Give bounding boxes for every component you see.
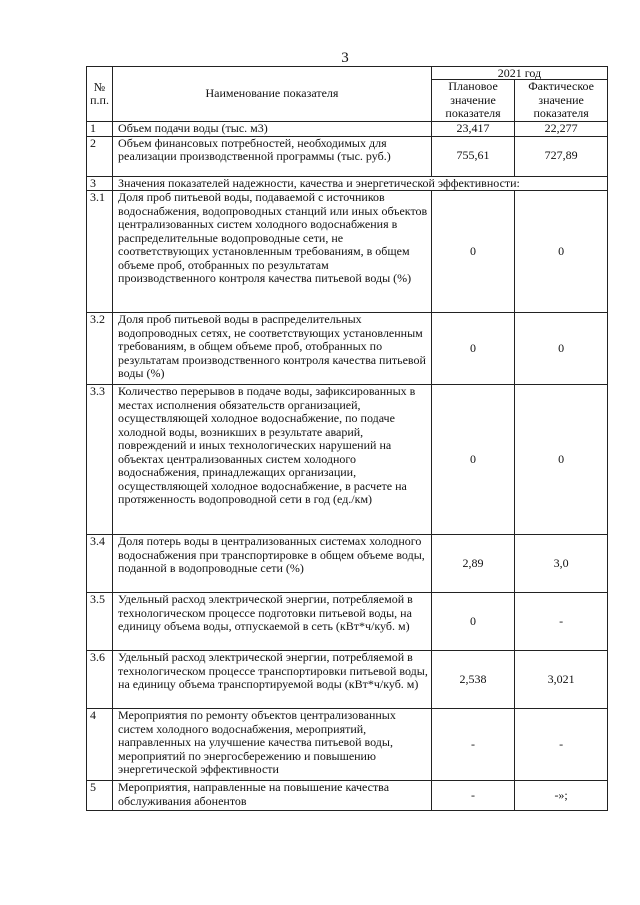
row-fact: 0: [515, 191, 608, 313]
table-row: [87, 122, 608, 137]
row-name: Объем подачи воды (тыс. м3): [113, 122, 432, 137]
header-year: 2021 год: [431, 67, 607, 80]
table-row: [87, 709, 608, 781]
table-row: [87, 535, 608, 593]
row-name: Мероприятия, направленные на повышение качества обслуживания абонентов: [113, 781, 432, 811]
row-plan: 23,417: [431, 122, 514, 137]
row-num: 3.1: [87, 191, 113, 313]
table-row: [87, 593, 608, 651]
row-plan: 0: [431, 191, 514, 313]
row-name: Значения показателей надежности, качества и энергетической эффективности:: [113, 176, 608, 191]
row-plan: 2,89: [431, 535, 514, 593]
table-row: [87, 313, 608, 385]
table-row: [87, 781, 608, 811]
row-name: Доля потерь воды в централизованных системах холодного водоснабжения при транспортировке в общем объеме воды, поданной в водопроводные сети (%): [113, 535, 432, 593]
row-num: 3.3: [87, 385, 113, 535]
row-fact: 0: [515, 313, 608, 385]
row-num: 4: [87, 709, 113, 781]
row-plan: -: [431, 709, 514, 781]
table-row: [87, 385, 608, 535]
header-fact: Фактическое значение показателя: [515, 80, 608, 122]
row-fact: -: [515, 593, 608, 651]
row-fact: 727,89: [515, 136, 608, 176]
row-plan: 0: [431, 313, 514, 385]
row-fact: -: [515, 709, 608, 781]
header-plan: Плановое значение показателя: [431, 80, 514, 122]
row-num: 1: [87, 122, 113, 137]
page-number: 3: [341, 50, 349, 66]
header-num: № п.п.: [87, 67, 113, 122]
row-plan: 0: [431, 385, 514, 535]
row-plan: -: [431, 781, 514, 811]
row-name: Удельный расход электрической энергии, потребляемой в технологическом процессе транспортировки питьевой воды, на единицу объема транспортируемой воды (кВт*ч/куб. м): [113, 651, 432, 709]
indicators-table: [86, 66, 608, 811]
row-fact: 0: [515, 385, 608, 535]
header-row-year: [87, 67, 608, 80]
row-name: Доля проб питьевой воды, подаваемой с источников водоснабжения, водопроводных станций или иных объектов централизованных систем холодного водоснабжения в распределительные водопроводные сети, не соответствующих установленным требованиям, в общем объеме проб, отобранных по результатам производственного контроля качества питьевой воды (%): [113, 191, 432, 313]
row-name: Объем финансовых потребностей, необходимых для реализации производственной программы (тыс. руб.): [113, 136, 432, 176]
row-num: 3.6: [87, 651, 113, 709]
row-name: Количество перерывов в подаче воды, зафиксированных в местах исполнения обязательств организацией, осуществляющей холодное водоснабжение, по подаче холодной воды, возникших в результате аварий, повреждений и иных технологических нарушений на объектах централизованных систем холодного водоснабжения, принадлежащих организации, осуществляющей холодное водоснабжение, в расчете на протяженность водопроводной сети в год (ед./км): [113, 385, 432, 535]
table-row: [87, 176, 608, 191]
table-row: [87, 136, 608, 176]
table-row: [87, 191, 608, 313]
row-num: 3.2: [87, 313, 113, 385]
row-num: 5: [87, 781, 113, 811]
row-plan: 0: [431, 593, 514, 651]
table-row: [87, 651, 608, 709]
row-name: Доля проб питьевой воды в распределительных водопроводных сетях, не соответствующих установленным требованиям, в общем объеме проб, отобранных по результатам производственного контроля качества питьевой воды (%): [113, 313, 432, 385]
row-name: Мероприятия по ремонту объектов централизованных систем холодного водоснабжения, мероприятий, направленных на улучшение качества питьевой воды, мероприятий по энергосбережению и повышению энергетической эффективности: [113, 709, 432, 781]
row-fact: 22,277: [515, 122, 608, 137]
row-fact: -»;: [515, 781, 608, 811]
row-plan: 755,61: [431, 136, 514, 176]
row-fact: 3,0: [515, 535, 608, 593]
row-num: 3.4: [87, 535, 113, 593]
row-plan: 2,538: [431, 651, 514, 709]
row-num: 3: [87, 176, 113, 191]
header-name: Наименование показателя: [113, 67, 432, 122]
row-num: 2: [87, 136, 113, 176]
row-fact: 3,021: [515, 651, 608, 709]
row-num: 3.5: [87, 593, 113, 651]
row-name: Удельный расход электрической энергии, потребляемой в технологическом процессе подготовки питьевой воды, на единицу объема воды, отпускаемой в сеть (кВт*ч/куб. м): [113, 593, 432, 651]
